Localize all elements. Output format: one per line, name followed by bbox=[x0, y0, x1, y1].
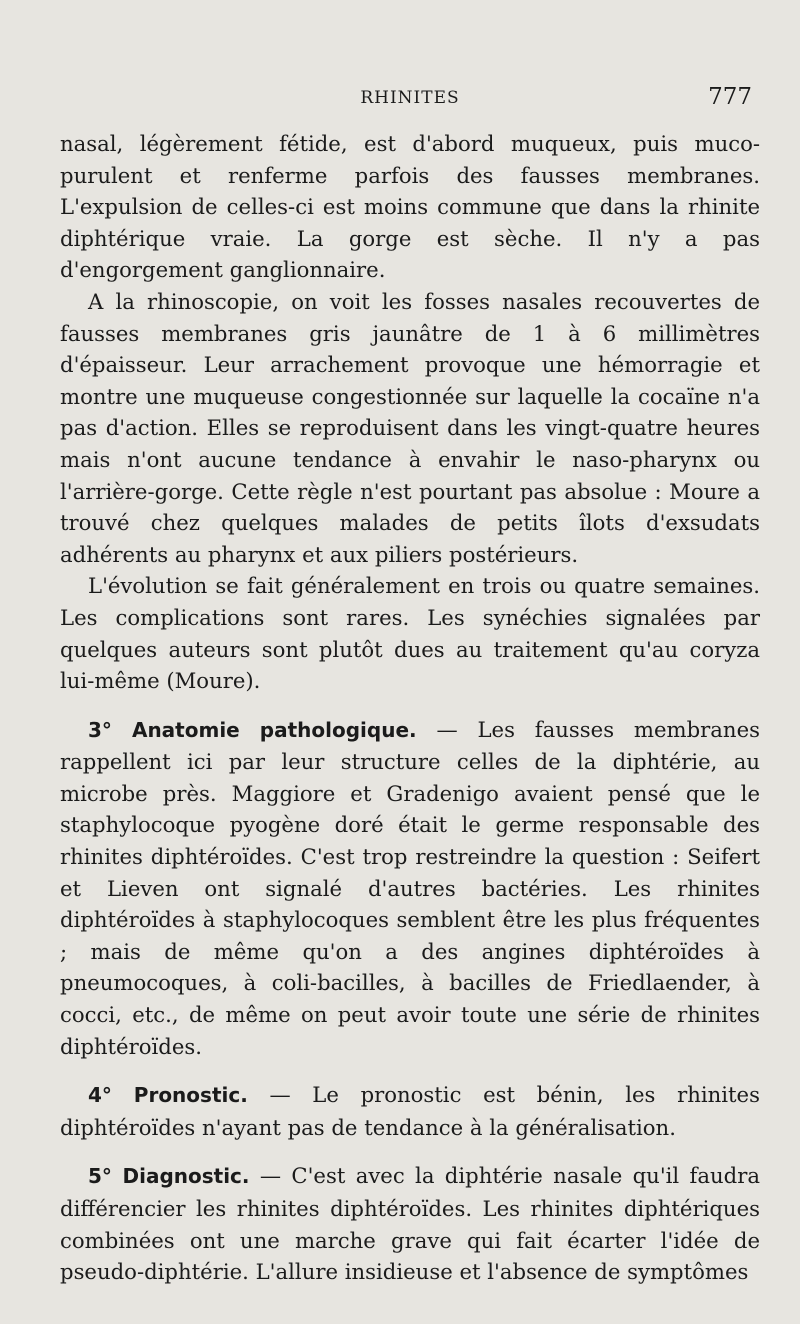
paragraph-text: A la rhinoscopie, on voit les fosses nasales recouvertes de fausses membranes gris jaunâtre de 1 à 6 millimètres d'épaisseur. Leur arrachement provoque une hémorragie et montre une muqueuse congestionnée sur laquelle la cocaïne n'a pas d'action. Elles se reproduisent dans les vingt-quatre heures mais n'ont aucune tendance à envahir le naso-pharynx ou l'arrière-gorge. Cette règle n'est pourtant pas absolue : Moure a trouvé chez quelques malades de petits îlots d'exsudats adhérents au pharynx et aux piliers postérieurs. bbox=[60, 288, 760, 567]
page-header bbox=[60, 84, 760, 118]
paragraph-text: — C'est avec la diphtérie nasale qu'il faudra différencier les rhinites diphtéroïdes. Les rhinites diphtériques combinées ont une marche grave qui fait écarter l'idée de pseudo-diphtérie. L'allure insidieuse et l'absence de symptômes bbox=[60, 1163, 760, 1285]
paragraph-text: nasal, légèrement fétide, est d'abord muqueux, puis muco-purulent et renferme parfois des fausses membranes. L'expulsion de celles-ci est moins commune que dans la rhinite diphtérique vraie. La gorge est sèche. Il n'y a pas d'engorgement ganglionnaire. bbox=[60, 131, 760, 283]
paragraph-text: — Les fausses membranes rappellent ici par leur structure celles de la diphtérie, au microbe près. Maggiore et Gradenigo avaient pensé que le staphylocoque pyogène doré était le germe responsable des rhinites diphtéroïdes. C'est trop restreindre la question : Seifert et Lieven ont signalé d'autres bactéries. Les rhinites diphtéroïdes à staphylocoques semblent être les plus fréquentes ; mais de même qu'on a des angines diphtéroïdes à pneumocoques, à coli-bacilles, à bacilles de Friedlaender, à cocci, etc., de même on peut avoir toute une série de rhinites diphtéroïdes. bbox=[60, 716, 760, 1059]
section-pronostic bbox=[60, 1079, 760, 1143]
body-text bbox=[60, 128, 760, 1288]
section-anatomie-pathologique bbox=[60, 714, 760, 1063]
paragraph-discharge bbox=[60, 128, 760, 286]
page-number: 777 bbox=[708, 84, 752, 110]
section-heading: 5° Diagnostic. bbox=[88, 1164, 250, 1189]
paragraph-text: L'évolution se fait généralement en trois ou quatre semaines. Les complications sont rares. Les synéchies signalées par quelques auteurs sont plutôt dues au traitement qu'au coryza lui-même (Moure). bbox=[60, 573, 760, 694]
section-diagnostic bbox=[60, 1160, 760, 1287]
paragraph-rhinoscopy bbox=[60, 286, 760, 570]
section-heading: 4° Pronostic. bbox=[88, 1083, 248, 1108]
running-title: RHINITES bbox=[360, 88, 460, 108]
paragraph-text: — Le pronostic est bénin, les rhinites diphtéroïdes n'ayant pas de tendance à la généralisation. bbox=[60, 1082, 760, 1140]
paragraph-evolution bbox=[60, 570, 760, 696]
section-heading: 3° Anatomie pathologique. bbox=[88, 717, 417, 742]
